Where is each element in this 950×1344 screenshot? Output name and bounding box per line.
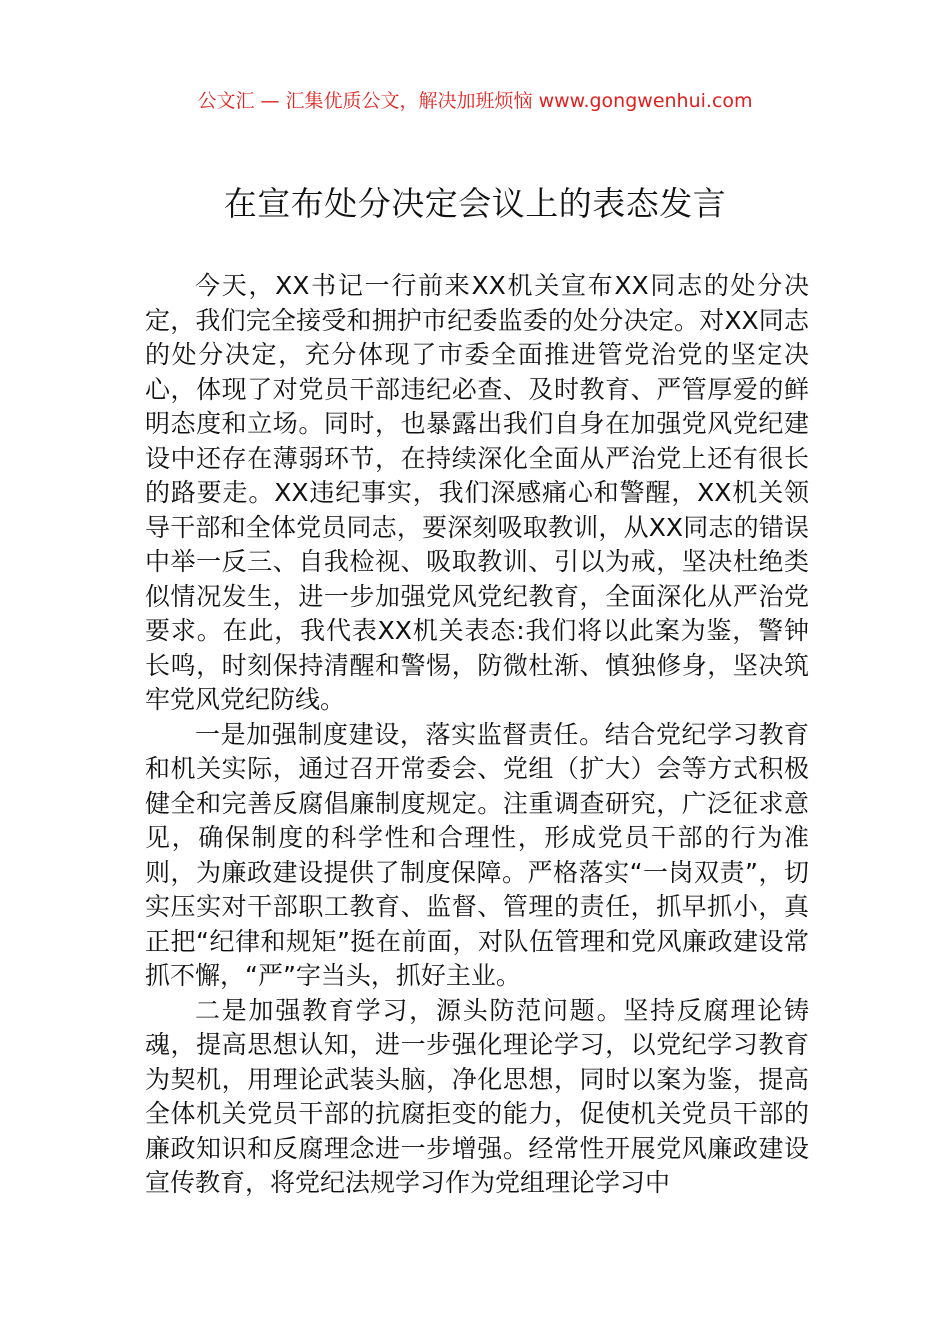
- document-title: 在宣布处分决定会议上的表态发言: [223, 184, 727, 223]
- paragraph-point-two: 二是加强教育学习，源头防范问题。坚持反腐理论铸魂，提高思想认知，进一步强化理论学习，以党纪学习教育为契机，用理论武装头脑，净化思想，同时以案为鉴，提高全体机关党员干部的抗腐拒变的能力，促使机关党员干部的廉政知识和反腐理念进一步增强。经常性开展党风廉政建设宣传教育，将党纪法规学习作为党组理论学习中: [145, 995, 809, 1197]
- document-body: [145, 269, 809, 1201]
- header-banner: 公文汇 — 汇集优质公文，解决加班烦恼 www.gongwenhui.com: [197, 90, 753, 112]
- paragraph-intro: 今天，XX书记一行前来XX机关宣布XX同志的处分决定，我们完全接受和拥护市纪委监委的处分决定。对XX同志的处分决定，充分体现了市委全面推进管党治党的坚定决心，体现了对党员干部违纪必查、及时教育、严管厚爱的鲜明态度和立场。同时，也暴露出我们自身在加强党风党纪建设中还存在薄弱环节，在持续深化全面从严治党上还有很长的路要走。XX违纪事实，我们深感痛心和警醒，XX机关领导干部和全体党员同志，要深刻吸取教训，从XX同志的错误中举一反三、自我检视、吸取教训、引以为戒，坚决杜绝类似情况发生，进一步加强党风党纪教育，全面深化从严治党要求。在此，我代表XX机关表态:我们将以此案为鉴，警钟长鸣，时刻保持清醒和警惕，防微杜渐、慎独修身，坚决筑牢党风党纪防线。: [145, 271, 809, 714]
- paragraph-point-one: 一是加强制度建设，落实监督责任。结合党纪学习教育和机关实际，通过召开常委会、党组（扩大）会等方式积极健全和完善反腐倡廉制度规定。注重调查研究，广泛征求意见，确保制度的科学性和合理性，形成党员干部的行为准则，为廉政建设提供了制度保障。严格落实“一岗双责”，切实压实对干部职工教育、监督、管理的责任，抓早抓小，真正把“纪律和规矩”挺在前面，对队伍管理和党风廉政建设常抓不懈，“严”字当头，抓好主业。: [145, 719, 809, 990]
